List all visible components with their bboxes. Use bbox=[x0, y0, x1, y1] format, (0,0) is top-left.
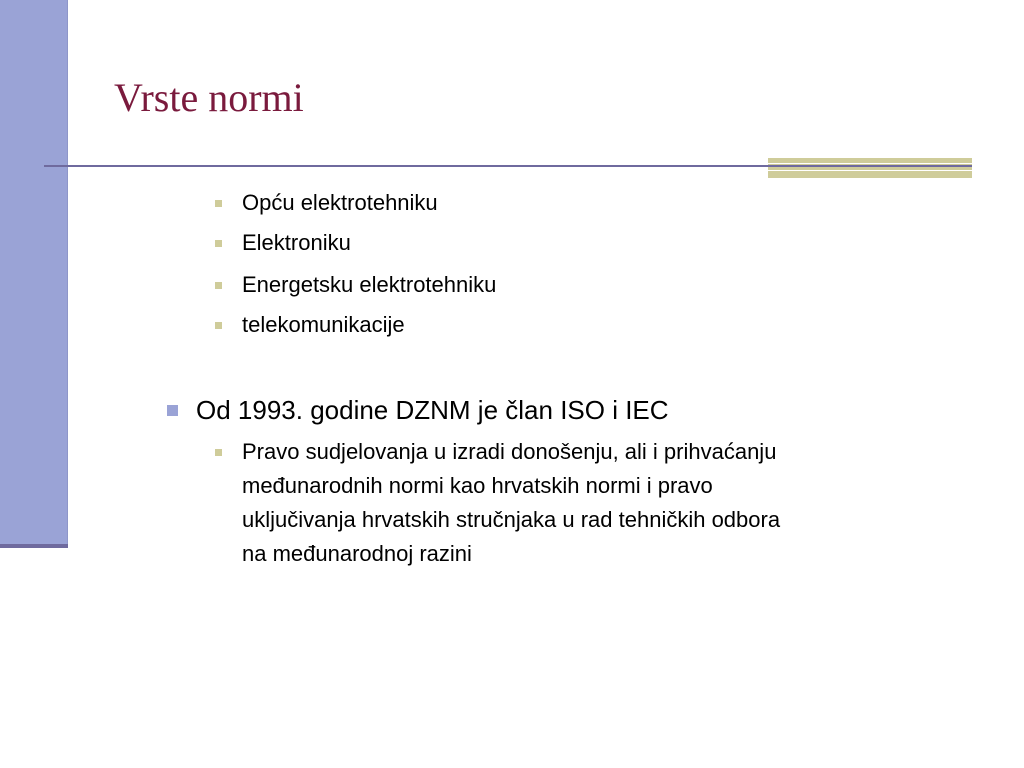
sub-list-item: Energetsku elektrotehniku bbox=[242, 272, 497, 297]
left-decorative-bar bbox=[0, 0, 68, 546]
accent-stripe-top bbox=[768, 163, 972, 164]
paragraph-line: uključivanja hrvatskih stručnjaka u rad tehničkih odbora bbox=[242, 507, 781, 532]
main-list-item: Od 1993. godine DZNM je član ISO i IEC bbox=[196, 395, 669, 425]
square-bullet-icon bbox=[215, 449, 222, 456]
square-bullet-icon bbox=[167, 405, 178, 416]
sub-list-item: telekomunikacije bbox=[242, 312, 405, 337]
accent-stripe-middle bbox=[768, 165, 972, 167]
slide-title: Vrste normi bbox=[114, 75, 304, 120]
square-bullet-icon bbox=[215, 322, 222, 329]
square-bullet-icon bbox=[215, 240, 222, 247]
accent-block bbox=[768, 158, 972, 178]
sub-list-item: Elektroniku bbox=[242, 230, 351, 255]
square-bullet-icon bbox=[215, 200, 222, 207]
paragraph-line: međunarodnih normi kao hrvatskih normi i pravo bbox=[242, 473, 713, 498]
square-bullet-icon bbox=[215, 282, 222, 289]
accent-stripe-bottom bbox=[768, 170, 972, 171]
sub-list-item: Opću elektrotehniku bbox=[242, 190, 438, 215]
sub-list-paragraph bbox=[242, 435, 962, 571]
left-bar-bottom-edge bbox=[0, 544, 68, 548]
paragraph-line: na međunarodnoj razini bbox=[242, 541, 472, 566]
paragraph-line: Pravo sudjelovanja u izradi donošenju, ali i prihvaćanju bbox=[242, 439, 777, 464]
